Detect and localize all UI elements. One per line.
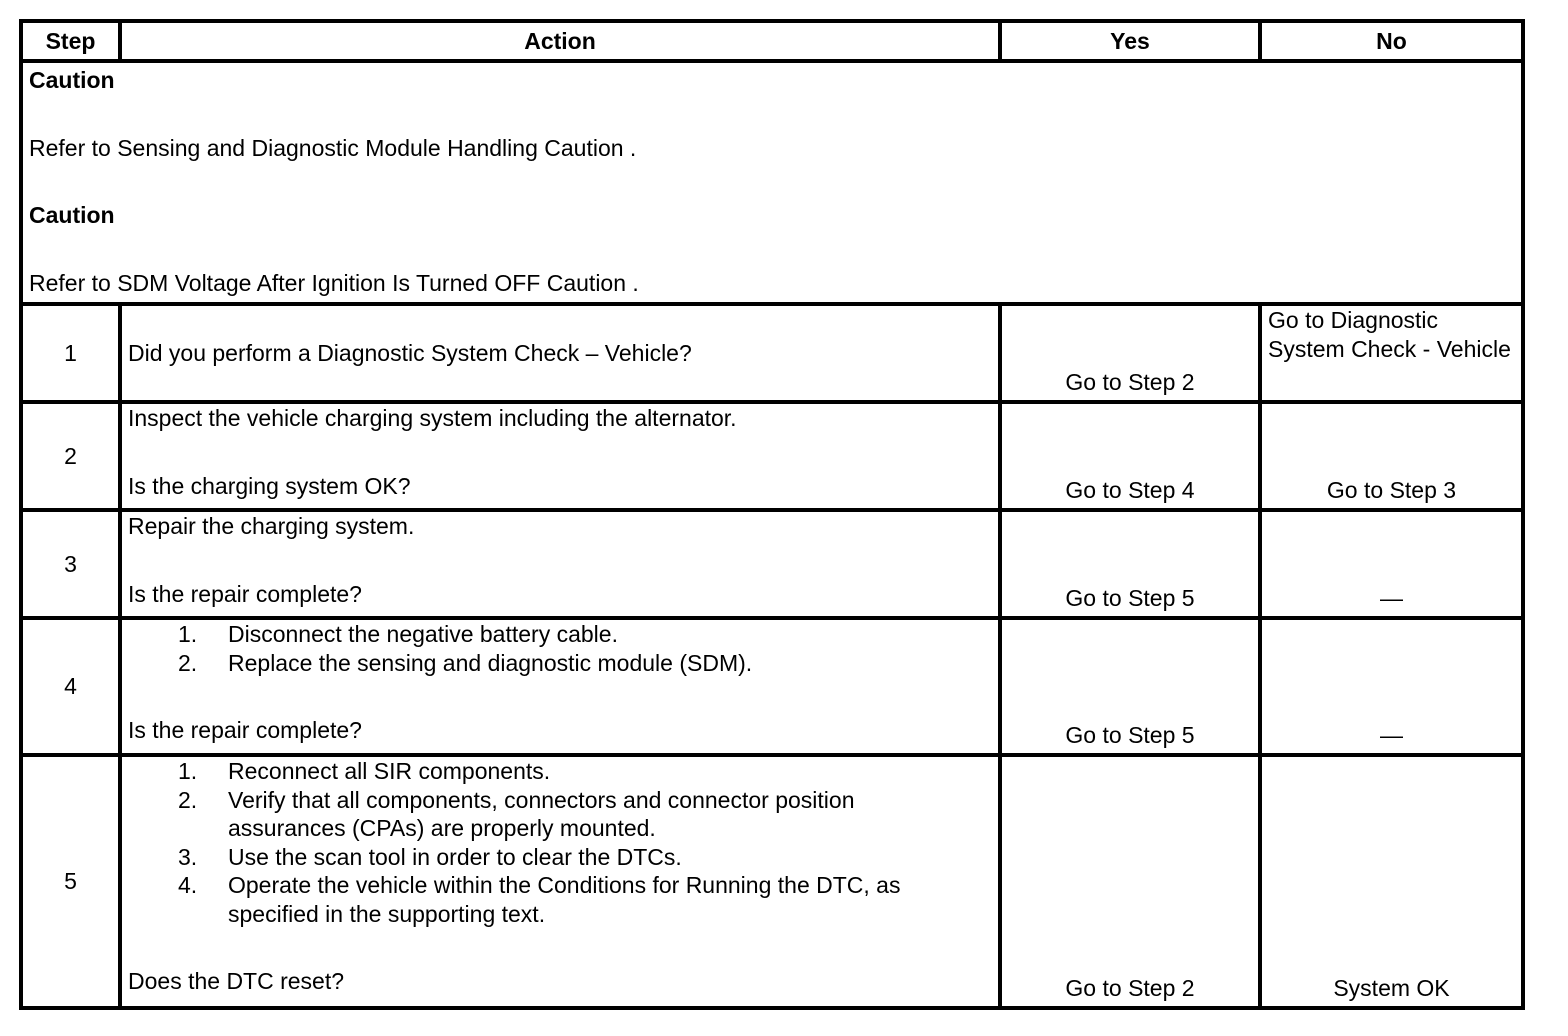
step-number: 5	[21, 755, 120, 1008]
table-row	[21, 618, 1523, 755]
table-row	[21, 755, 1523, 1008]
list-item	[128, 843, 952, 872]
yes-cell: Go to Step 4	[1000, 402, 1260, 510]
action-text: Inspect the vehicle charging system including the alternator.	[128, 405, 737, 431]
caution-block	[21, 61, 1523, 304]
caution-title: Caution	[29, 67, 115, 93]
caution-text: Refer to Sensing and Diagnostic Module Handling Caution .	[29, 134, 637, 161]
list-item	[128, 871, 952, 928]
list-item	[128, 757, 952, 786]
caution-row	[21, 61, 1523, 304]
list-item	[128, 620, 992, 649]
action-cell	[120, 755, 1000, 1008]
header-no: No	[1260, 21, 1523, 61]
yes-cell: Go to Step 2	[1000, 755, 1260, 1008]
step-number: 2	[21, 402, 120, 510]
action-cell	[120, 402, 1000, 510]
yes-cell: Go to Step 5	[1000, 618, 1260, 755]
action-list	[128, 757, 992, 928]
list-text: Use the scan tool in order to clear the DTCs.	[228, 843, 682, 870]
action-list	[128, 620, 992, 677]
list-number: 1.	[178, 621, 198, 647]
action-cell	[120, 510, 1000, 618]
no-cell: System OK	[1260, 755, 1523, 1008]
list-number: 3.	[178, 843, 198, 870]
action-question: Does the DTC reset?	[128, 968, 345, 994]
diagnostic-table	[19, 19, 1525, 1010]
header-action: Action	[120, 21, 1000, 61]
no-cell: —	[1260, 510, 1523, 618]
header-row	[21, 21, 1523, 61]
caution-title: Caution	[29, 202, 115, 228]
list-number: 1.	[178, 758, 198, 784]
action-cell	[120, 618, 1000, 755]
list-text: Verify that all components, connectors and connector position assurances (CPAs) are properly mounted.	[228, 786, 855, 841]
step-number: 1	[21, 304, 120, 402]
action-text: Repair the charging system.	[128, 513, 415, 539]
list-number: 4.	[178, 872, 198, 898]
list-number: 2.	[178, 649, 198, 676]
no-cell: Go to Diagnostic System Check - Vehicle	[1260, 304, 1523, 402]
list-text: Replace the sensing and diagnostic module (SDM).	[228, 649, 753, 676]
step-number: 3	[21, 510, 120, 618]
table-row	[21, 304, 1523, 402]
list-text: Disconnect the negative battery cable.	[228, 621, 618, 647]
list-item	[128, 786, 952, 843]
table-row	[21, 402, 1523, 510]
action-cell: Did you perform a Diagnostic System Check – Vehicle?	[120, 304, 1000, 402]
table-row	[21, 510, 1523, 618]
no-cell: Go to Step 3	[1260, 402, 1523, 510]
list-text: Reconnect all SIR components.	[228, 758, 551, 784]
action-question: Is the repair complete?	[128, 580, 362, 607]
header-yes: Yes	[1000, 21, 1260, 61]
action-question: Is the repair complete?	[128, 717, 362, 743]
no-cell: —	[1260, 618, 1523, 755]
caution-text: Refer to SDM Voltage After Ignition Is Turned OFF Caution .	[29, 269, 639, 296]
list-item	[128, 649, 992, 678]
yes-cell: Go to Step 5	[1000, 510, 1260, 618]
header-step: Step	[21, 21, 120, 61]
step-number: 4	[21, 618, 120, 755]
list-text: Operate the vehicle within the Conditions for Running the DTC, as specified in the supporting text.	[228, 872, 901, 927]
yes-cell: Go to Step 2	[1000, 304, 1260, 402]
list-number: 2.	[178, 786, 198, 813]
action-question: Is the charging system OK?	[128, 472, 411, 499]
